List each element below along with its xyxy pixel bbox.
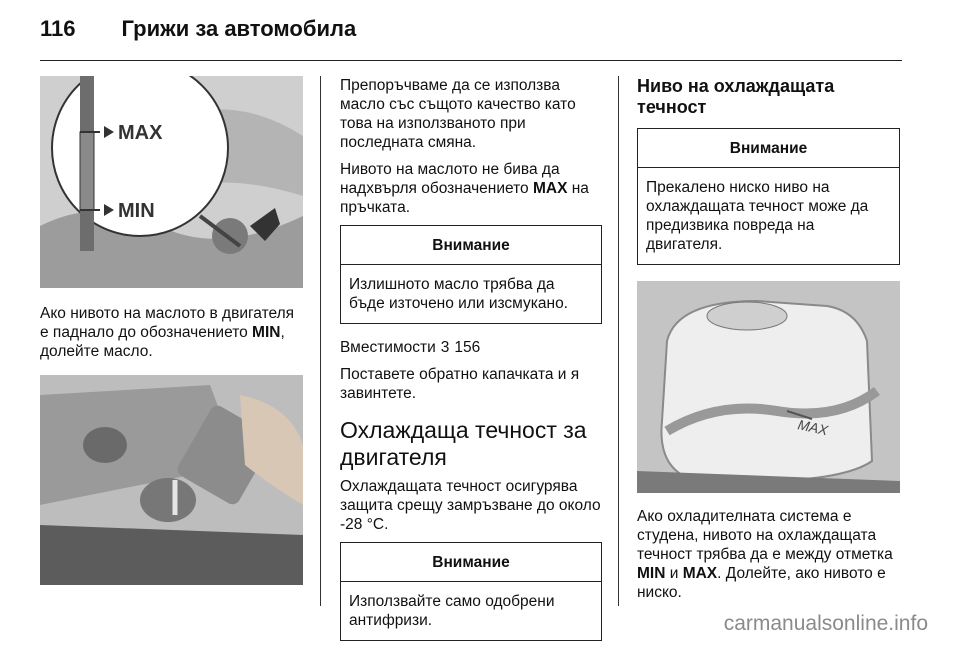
page-reference-icon: 3: [440, 339, 450, 356]
column-divider: [320, 76, 321, 606]
oil-filling-illustration: [40, 375, 303, 585]
coolant-heading: Охлаждаща течност за двигателя: [340, 417, 587, 470]
max-level-paragraph: Нивото на маслото не бива да надхвърля обозначението MAX на пръчката.: [340, 161, 589, 216]
engine-dipstick-illustration: [40, 76, 303, 288]
coolant-paragraph: Охлаждащата течност осигурява защита срещу замръзване до около -28 °C.: [340, 478, 601, 533]
coolant-level-heading: Ниво на охлаждащата течност: [637, 76, 835, 117]
warning-body: Прекалено ниско ниво на охлаждащата течност може да предизвика повреда на двигателя.: [646, 179, 869, 253]
header-rule: [40, 60, 902, 61]
section-title: Грижи за автомобила: [121, 16, 357, 41]
coolant-reservoir-figure: [637, 281, 900, 493]
warning-title: Внимание: [341, 543, 601, 582]
page-number: 116: [40, 16, 76, 41]
column-divider: [618, 76, 619, 606]
replace-cap-paragraph: Поставете обратно капачката и я завинтете.: [340, 366, 580, 402]
recommended-oil-paragraph: Препоръчваме да се използва масло със същото качество като това на използваното при последната смяна.: [340, 77, 576, 151]
dipstick-figure: [40, 76, 303, 288]
column-1: [40, 76, 303, 585]
capacities-reference: Вместимости 3 156: [340, 339, 481, 356]
warning-title: Внимание: [341, 226, 601, 265]
page-header: [40, 16, 356, 50]
warning-title: Внимание: [638, 129, 899, 168]
warning-body: Излишното масло трябва да бъде източено или изсмукано.: [349, 276, 568, 312]
warning-body: Използвайте само одобрени антифризи.: [349, 593, 555, 629]
warning-box: [340, 225, 602, 324]
column-2: [340, 76, 602, 655]
coolant-level-paragraph: Ако охладителната система е студена, нивото на охлаждащата течност трябва да е между отметка MIN и MAX. Долейте, ако нивото е ниско.: [637, 508, 893, 601]
watermark: carmanualsonline.info: [723, 612, 928, 635]
max-label: MAX: [118, 122, 163, 144]
oil-filling-figure: [40, 375, 303, 585]
warning-box: [340, 542, 602, 641]
coolant-reservoir-illustration: [637, 281, 900, 493]
column-3: [637, 76, 900, 610]
warning-box: [637, 128, 900, 265]
oil-low-paragraph: Ако нивото на маслото в двигателя е паднало до обозначението MIN, долейте масло.: [40, 305, 295, 360]
min-label: MIN: [118, 200, 155, 222]
max-mark-label: MAX: [796, 416, 830, 439]
